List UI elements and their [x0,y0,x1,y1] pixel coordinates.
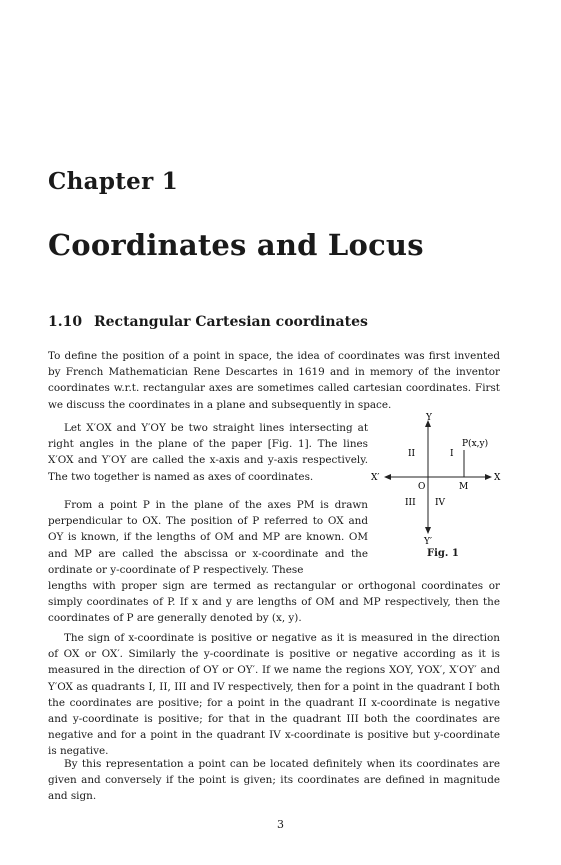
y-arrow-down [425,527,431,534]
label-origin: O [418,482,426,492]
page-number: 3 [277,818,284,831]
x-arrow-left [384,474,391,480]
paragraph-text: To define the position of a point in space, the idea of coordinates was first invented by French Mathematician Rene Descartes in 1619 and in memory of the inventor coordinates w.r.t. rectangular axes are sometimes called cartesian coordinates. First we discuss the coordinates in a plane and subsequently in space. [48,350,500,411]
chapter-title: Coordinates and Locus [48,228,424,262]
paragraph-text: By this representation a point can be located definitely when its coordinates are given and conversely if the point is given; its coordinates are defined in magnitude and sign. [48,758,500,803]
paragraph-text: Let X′OX and Y′OY be two straight lines intersecting at right angles in the plane of the paper [Fig. 1]. The lines X′OX and Y′OY are called the x-axis and y-axis respectively. The two together is named as axes of coordinates. [48,422,368,483]
paragraph-coordinates-narrow [48,497,368,578]
paragraph-text: lengths with proper sign are termed as rectangular or orthogonal coordinates or simply coordinates of P. If x and y are lengths of OM and MP respectively, then the coordinates of P are generally denoted by (x, y). [48,580,500,625]
section-heading [48,314,368,330]
paragraph-text: The sign of x-coordinate is positive or negative as it is measured in the direction of OX or OX′. Similarly the y-coordinate is positive or negative according as it is measured in the direction of OY or OY′. If we name the regions XOY, YOX′, X′OY′ and Y′OX as quadrants I, II, III and IV respectively, then for a point in the quadrant I both the coordinates are positive; for a point in the quadrant II x-coordinate is negative and y-coordinate is positive; for that in the quadrant III both the coordinates are negative and for a point in the quadrant IV x-coordinate is positive but y-coordinate is negative. [48,632,500,758]
paragraph-axes [48,420,368,485]
section-number: 1.10 [48,314,83,330]
label-y-prime: Y′ [424,537,432,547]
label-x-prime: X′ [371,473,380,483]
paragraph-signs [48,630,500,760]
label-quadrant-3: III [405,498,416,508]
chapter-label: Chapter 1 [48,168,179,195]
label-x: X [494,473,501,483]
label-quadrant-4: IV [435,498,446,508]
label-m: M [459,482,469,492]
label-quadrant-1: I [450,449,454,459]
paragraph-text: From a point P in the plane of the axes PM is drawn perpendicular to OX. The position of P referred to OX and OY is known, if the lengths of OM and MP are known. OM and MP are called the abscissa or x-coordinate and the ordinate or y-coordinate of P respectively. These [48,499,368,576]
label-quadrant-2: II [408,449,416,459]
paragraph-representation [48,756,500,805]
label-point-p: P(x,y) [462,439,489,449]
figure-coordinate-axes [370,410,504,570]
figure-caption: Fig. 1 [427,548,459,559]
x-arrow-right [485,474,492,480]
paragraph-coordinates-wide [48,578,500,627]
paragraph-intro [48,348,500,413]
label-y: Y [426,413,432,423]
section-title: Rectangular Cartesian coordinates [94,314,368,330]
